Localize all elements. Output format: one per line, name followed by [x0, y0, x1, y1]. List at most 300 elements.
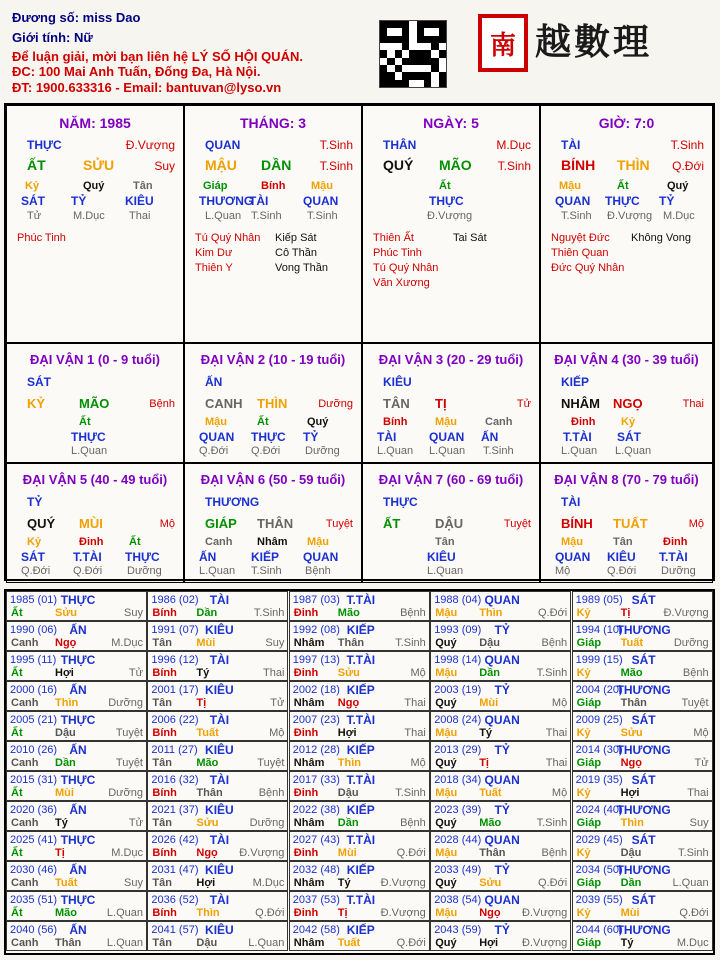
year-stage: Thai	[404, 697, 426, 709]
year-cell	[147, 891, 288, 921]
year-cell	[572, 861, 713, 891]
year-branch: Ngọ	[337, 697, 360, 709]
contact-invite: Để luận giải, mời bạn liên hệ LÝ SỐ HỘI QUÁN.	[12, 49, 303, 64]
year-stem: Kỷ	[576, 727, 591, 739]
star-name: Thiên Quan	[551, 247, 609, 259]
year-branch: Dậu	[620, 847, 642, 859]
year-stem: Nhâm	[293, 937, 325, 949]
year-label: 2027 (43)	[292, 834, 340, 846]
year-god: SÁT	[631, 773, 656, 787]
year-label: 1991 (07)	[151, 624, 199, 636]
year-stem: Ất	[11, 847, 23, 859]
pillar-title: NĂM: 1985	[59, 115, 131, 131]
year-branch: Mão	[479, 817, 502, 829]
year-stem: Ất	[11, 607, 23, 619]
star-name: Cô Thần	[275, 247, 317, 259]
hidden-god: TÀI	[249, 194, 269, 208]
luck-hidden-stem: Tân	[613, 536, 633, 548]
star-name: Vong Thần	[275, 262, 329, 274]
year-stage: Tử	[128, 817, 143, 829]
year-god: QUAN	[484, 713, 520, 727]
luck-stem-god: SÁT	[27, 375, 51, 389]
year-stage: Thai	[687, 787, 709, 799]
year-god: THỰC	[60, 773, 96, 787]
year-cell	[572, 651, 713, 681]
luck-hidden-stem: Đinh	[571, 416, 596, 428]
year-cell	[6, 891, 147, 921]
year-god: QUAN	[484, 653, 520, 667]
year-stem: Kỷ	[576, 847, 591, 859]
year-god: TÀI	[209, 713, 230, 727]
year-stage: Suy	[124, 877, 143, 889]
star-name: Tú Quý Nhân	[195, 232, 261, 244]
luck-title: ĐẠI VẬN 3 (20 - 29 tuổi)	[378, 352, 524, 367]
year-stage: Tử	[128, 667, 143, 679]
year-god: SÁT	[631, 653, 656, 667]
year-label: 2024 (40)	[575, 804, 623, 816]
year-branch: Tị	[196, 697, 207, 709]
luck-period-cell	[184, 343, 362, 463]
year-stem: Tân	[152, 937, 172, 949]
year-label: 1987 (03)	[292, 594, 340, 606]
year-stage: Bệnh	[541, 847, 568, 859]
year-label: 2016 (32)	[151, 774, 199, 786]
year-branch: Dậu	[337, 787, 359, 799]
year-stage: Tử	[694, 757, 709, 769]
year-stem: Tân	[152, 697, 172, 709]
year-stage: Dưỡng	[108, 697, 143, 709]
year-branch: Dậu	[196, 937, 218, 949]
year-stem: Quý	[435, 757, 457, 769]
luck-hidden-god: ẤN	[199, 550, 217, 564]
qr-code	[379, 20, 447, 88]
earthly-branch: SỬU	[83, 157, 115, 173]
year-stage: Mộ	[410, 757, 426, 769]
year-god: THỰC	[60, 833, 96, 847]
luck-life-stage: Dưỡng	[305, 445, 340, 457]
year-branch: Sửu	[196, 817, 219, 829]
luck-branch: DẬU	[435, 516, 464, 531]
year-stage: Bệnh	[258, 787, 285, 799]
year-cell	[572, 591, 713, 621]
year-stem: Bính	[152, 727, 177, 739]
star-name: Thiên Ất	[373, 232, 414, 244]
year-branch: Sửu	[479, 877, 502, 889]
year-branch: Hợi	[55, 667, 74, 679]
luck-life-stage: Q.Đới	[251, 445, 281, 457]
luck-period-cell	[362, 343, 540, 463]
year-branch: Dần	[479, 667, 500, 679]
luck-period-cell	[6, 463, 184, 583]
brand-logo: 越數理	[535, 21, 653, 63]
year-god: TÀI	[209, 833, 230, 847]
heavenly-stem: QUÝ	[383, 157, 414, 173]
earthly-branch: MÃO	[439, 157, 472, 173]
year-branch: Tị	[55, 847, 65, 859]
year-cell	[147, 711, 288, 741]
year-stage: Mộ	[551, 787, 568, 799]
year-stem: Nhâm	[293, 757, 325, 769]
year-label: 2042 (58)	[292, 924, 340, 936]
year-cell	[6, 681, 147, 711]
luck-hidden-god: KIÊU	[607, 550, 636, 564]
year-cell	[147, 681, 288, 711]
year-cell	[289, 621, 430, 651]
star-name: Văn Xương	[373, 277, 430, 289]
year-label: 2029 (45)	[575, 834, 623, 846]
year-label: 2030 (46)	[10, 864, 58, 876]
luck-title: ĐẠI VẬN 5 (40 - 49 tuổi)	[22, 472, 168, 487]
pillar-cell	[6, 105, 184, 343]
year-cell	[147, 741, 288, 771]
luck-hidden-stem: Ất	[129, 536, 141, 548]
year-stage: Thai	[404, 727, 426, 739]
year-cell	[289, 801, 430, 831]
year-branch: Mão	[55, 907, 77, 919]
luck-hidden-god: KIÊU	[427, 550, 456, 564]
hidden-god: THỰC	[605, 194, 640, 208]
year-stem: Canh	[11, 637, 39, 649]
luck-stem-god: KIÊU	[383, 375, 412, 389]
year-cell	[572, 741, 713, 771]
luck-stem: GIÁP	[205, 516, 237, 531]
luck-stem-god: THƯƠNG	[205, 495, 260, 509]
luck-branch: THÂN	[257, 516, 294, 531]
year-label: 2017 (33)	[292, 774, 340, 786]
hidden-god: QUAN	[555, 194, 591, 208]
luck-title: ĐẠI VẬN 7 (60 - 69 tuổi)	[378, 472, 524, 487]
year-branch: Hợi	[337, 727, 357, 739]
luck-stem-god: KIẾP	[561, 375, 590, 389]
year-stage: Suy	[265, 637, 285, 649]
year-cell	[572, 621, 713, 651]
year-label: 1986 (02)	[151, 594, 199, 606]
luck-period-cell	[540, 343, 713, 463]
year-cell	[6, 861, 147, 891]
year-god: THƯƠNG	[616, 683, 671, 697]
hidden-god: QUAN	[303, 194, 339, 208]
year-god: ẤN	[69, 923, 87, 937]
pillar-title: THÁNG: 3	[239, 115, 307, 131]
year-stem: Nhâm	[293, 817, 325, 829]
luck-life-stage: Q.Đới	[199, 445, 229, 457]
luck-hidden-god: T.TÀI	[659, 550, 688, 564]
year-branch: Mùi	[337, 847, 357, 859]
year-branch: Mão	[196, 757, 219, 769]
year-label: 2007 (23)	[292, 714, 340, 726]
year-label: 2002 (18)	[292, 684, 340, 696]
year-stem: Quý	[435, 637, 457, 649]
year-stage: Q.Đới	[396, 937, 426, 949]
luck-life-stage: L.Quan	[427, 565, 464, 577]
year-label: 2037 (53)	[292, 894, 340, 906]
seal-stamp: 南	[478, 14, 528, 72]
year-stem: Mậu	[435, 727, 458, 739]
year-label: 2009 (25)	[575, 714, 623, 726]
pillar-stem-god: TÀI	[561, 138, 581, 152]
year-stage: Suy	[689, 817, 709, 829]
year-branch: Thìn	[479, 607, 503, 619]
year-stage: Q.Đới	[679, 907, 709, 919]
year-branch: Tuất	[196, 727, 219, 739]
pillar-stem-god: THỰC	[27, 138, 62, 152]
year-cell	[289, 891, 430, 921]
pillar-stem-life: M.Dục	[496, 138, 531, 152]
year-stem: Ất	[11, 727, 23, 739]
year-cell	[572, 921, 713, 951]
year-stage: Tuyệt	[115, 727, 143, 739]
year-label: 2011 (27)	[151, 744, 198, 756]
four-pillars-chart	[4, 103, 715, 581]
star-name: Thiên Y	[195, 262, 233, 274]
hidden-stem: Ất	[617, 180, 629, 192]
luck-title: ĐẠI VẬN 4 (30 - 39 tuổi)	[554, 352, 699, 367]
year-label: 2025 (41)	[10, 834, 58, 846]
year-branch: Hợi	[620, 787, 640, 799]
phone-email: ĐT: 1900.633316 - Email: bantuvan@lyso.vn	[12, 80, 282, 95]
year-cell	[430, 591, 571, 621]
year-stem: Giáp	[576, 637, 602, 649]
hidden-stem: Mậu	[311, 180, 333, 192]
hidden-stem: Bính	[261, 180, 286, 192]
year-label: 2001 (17)	[151, 684, 199, 696]
year-label: 2004 (20)	[575, 684, 623, 696]
luck-hidden-god: ẤN	[481, 430, 499, 444]
year-cell	[6, 711, 147, 741]
year-stem: Canh	[11, 877, 39, 889]
year-stem: Nhâm	[293, 877, 325, 889]
year-stage: Đ.Vượng	[239, 847, 285, 859]
year-stage: T.Sinh	[536, 667, 568, 679]
year-label: 2039 (55)	[575, 894, 623, 906]
year-god: TÀI	[209, 653, 230, 667]
year-stage: Dưỡng	[249, 817, 285, 829]
luck-life-stage: L.Quan	[71, 445, 108, 457]
year-cell	[147, 801, 288, 831]
year-stem: Giáp	[576, 937, 602, 949]
year-stage: Đ.Vượng	[380, 907, 426, 919]
pillar-stem-life: T.Sinh	[319, 138, 353, 152]
year-stage: Bệnh	[682, 667, 709, 679]
year-branch: Dần	[337, 817, 359, 829]
year-stem: Nhâm	[293, 697, 325, 709]
luck-life-stage: L.Quan	[377, 445, 414, 457]
year-cell	[572, 771, 713, 801]
year-cell	[6, 621, 147, 651]
year-stem: Bính	[152, 847, 177, 859]
hidden-god: THỰC	[429, 194, 464, 208]
luck-stem: ẤT	[383, 516, 401, 531]
year-god: THƯƠNG	[616, 863, 671, 877]
year-stem: Mậu	[435, 667, 458, 679]
year-stage: Thai	[262, 667, 285, 679]
year-stem: Bính	[152, 607, 177, 619]
year-cell	[430, 861, 571, 891]
luck-hidden-stem: Kỷ	[621, 416, 636, 428]
year-label: 2040 (56)	[10, 924, 58, 936]
star-name: Tai Sát	[453, 232, 487, 244]
luck-period-cell	[540, 463, 713, 583]
pillar-stem-life: T.Sinh	[670, 138, 704, 152]
hidden-stem: Giáp	[203, 180, 228, 192]
year-label: 2036 (52)	[151, 894, 199, 906]
luck-hidden-stem: Mậu	[435, 416, 457, 428]
year-branch: Tị	[620, 607, 631, 619]
luck-stage: Thai	[682, 398, 704, 410]
pillar-cell	[362, 105, 540, 343]
year-stage: Bệnh	[400, 817, 426, 829]
year-branch: Ngọ	[196, 847, 218, 859]
year-branch: Tý	[55, 817, 68, 829]
luck-stage: Tuyệt	[325, 518, 353, 530]
address: ĐC: 100 Mai Anh Tuấn, Đống Đa, Hà Nội.	[12, 64, 261, 79]
luck-life-stage: Q.Đới	[607, 565, 637, 577]
branch-stage: Q.Đới	[672, 159, 704, 173]
year-stage: L.Quan	[106, 937, 143, 949]
luck-hidden-stem: Bính	[383, 416, 408, 428]
luck-stem: CANH	[205, 396, 243, 411]
year-branch: Thân	[55, 937, 82, 949]
year-cell	[430, 891, 571, 921]
hidden-stem: Quý	[83, 180, 105, 192]
pillar-cell	[540, 105, 713, 343]
year-god: T.TÀI	[346, 893, 376, 907]
hidden-stem: Mậu	[559, 180, 581, 192]
year-god: QUAN	[484, 893, 520, 907]
luck-life-stage: L.Quan	[429, 445, 466, 457]
year-cell	[147, 591, 288, 621]
pillar-title: GIỜ: 7:0	[598, 115, 655, 131]
hidden-life-stage: T.Sinh	[561, 210, 592, 222]
year-god: T.TÀI	[346, 713, 376, 727]
year-god: THƯƠNG	[616, 803, 671, 817]
luck-hidden-stem: Mậu	[561, 536, 583, 548]
luck-branch: THÌN	[257, 396, 288, 411]
earthly-branch: THÌN	[617, 157, 650, 173]
year-god: T.TÀI	[346, 773, 376, 787]
year-stage: Q.Đới	[396, 847, 426, 859]
year-stem: Tân	[152, 637, 172, 649]
year-cell	[6, 591, 147, 621]
year-stem: Đinh	[293, 907, 319, 919]
year-stem: Bính	[152, 907, 177, 919]
hidden-god: TỶ	[659, 194, 675, 208]
luck-life-stage: Mộ	[555, 565, 571, 577]
heavenly-stem: ẤT	[27, 157, 46, 173]
hidden-stem: Kỷ	[25, 180, 40, 192]
year-branch: Tuất	[55, 877, 78, 889]
pillar-title: NGÀY: 5	[423, 115, 479, 131]
year-cell	[147, 771, 288, 801]
year-label: 2005 (21)	[10, 714, 58, 726]
hidden-life-stage: M.Dục	[73, 210, 105, 222]
year-god: SÁT	[631, 713, 656, 727]
hidden-god: SÁT	[21, 194, 45, 208]
luck-hidden-stem: Nhâm	[257, 536, 288, 548]
year-god: TÀI	[209, 893, 230, 907]
luck-hidden-god: THỰC	[125, 550, 160, 564]
hidden-stem: Tân	[133, 180, 153, 192]
year-label: 1989 (05)	[575, 594, 623, 606]
year-branch: Tuất	[479, 787, 502, 799]
star-name: Phúc Tinh	[373, 247, 422, 259]
year-god: THỰC	[60, 893, 96, 907]
year-label: 2026 (42)	[151, 834, 199, 846]
year-label: 2010 (26)	[10, 744, 58, 756]
year-stage: M.Dục	[252, 877, 285, 889]
year-stem: Giáp	[576, 697, 602, 709]
year-god: KIÊU	[205, 863, 234, 877]
year-label: 1988 (04)	[434, 594, 482, 606]
year-stem: Quý	[435, 817, 457, 829]
year-stem: Đinh	[293, 607, 319, 619]
year-label: 1996 (12)	[151, 654, 199, 666]
year-stage: Suy	[124, 607, 143, 619]
year-stage: Bệnh	[541, 637, 568, 649]
luck-stage: Tử	[516, 398, 531, 410]
year-branch: Thân	[337, 637, 365, 649]
luck-hidden-god: T.TÀI	[563, 430, 592, 444]
year-god: TỶ	[494, 923, 510, 937]
star-name: Kiếp Sát	[275, 232, 317, 244]
year-god: KIẾP	[346, 623, 375, 637]
hidden-life-stage: T.Sinh	[307, 210, 338, 222]
year-god: SÁT	[631, 893, 656, 907]
year-cell	[6, 771, 147, 801]
year-label: 2000 (16)	[10, 684, 58, 696]
luck-life-stage: L.Quan	[199, 565, 236, 577]
luck-life-stage: Q.Đới	[73, 565, 103, 577]
year-god: KIẾP	[346, 743, 375, 757]
branch-stage: T.Sinh	[497, 159, 531, 173]
year-label: 2044 (60)	[575, 924, 623, 936]
year-cell	[289, 921, 430, 951]
year-branch: Sửu	[337, 667, 360, 679]
year-label: 2043 (59)	[434, 924, 482, 936]
year-label: 2014 (30)	[575, 744, 623, 756]
year-god: KIÊU	[205, 923, 234, 937]
luck-hidden-stem: Canh	[485, 416, 513, 428]
star-name: Phúc Tinh	[17, 232, 66, 244]
year-stem: Giáp	[576, 757, 602, 769]
year-god: KIẾP	[346, 683, 375, 697]
star-name: Đức Quý Nhân	[551, 262, 625, 274]
year-label: 1985 (01)	[10, 594, 58, 606]
year-label: 1997 (13)	[292, 654, 340, 666]
luck-life-stage: Q.Đới	[21, 565, 51, 577]
year-label: 2035 (51)	[10, 894, 58, 906]
hidden-life-stage: Đ.Vượng	[427, 210, 473, 222]
year-branch: Tý	[196, 667, 210, 679]
year-branch: Thân	[620, 697, 647, 709]
luck-hidden-god: SÁT	[21, 550, 45, 564]
year-label: 1998 (14)	[434, 654, 482, 666]
luck-life-stage: T.Sinh	[251, 565, 282, 577]
year-label: 2031 (47)	[151, 864, 199, 876]
luck-life-stage: Dưỡng	[127, 565, 162, 577]
year-branch: Hợi	[479, 937, 499, 949]
year-cell	[430, 741, 571, 771]
year-stem: Đinh	[293, 667, 319, 679]
year-branch: Mùi	[55, 787, 74, 799]
year-branch: Thìn	[196, 907, 220, 919]
year-cell	[430, 771, 571, 801]
year-cell	[6, 741, 147, 771]
luck-hidden-stem: Ất	[257, 416, 269, 428]
year-label: 1993 (09)	[434, 624, 482, 636]
year-stem: Đinh	[293, 727, 319, 739]
year-label: 2038 (54)	[434, 894, 482, 906]
